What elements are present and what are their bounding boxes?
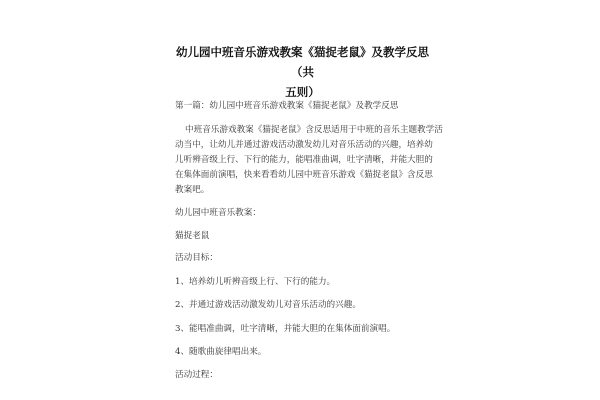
intro-line-1: 中班音乐游戏教案《猫捉老鼠》含反思适用于中班的音乐主题教学活 <box>185 125 443 135</box>
intro-line-4: 在集体面前演唱，快来看看幼儿园中班音乐游戏《猫捉老鼠》含反思 <box>175 170 433 180</box>
title-line-2: 五则） <box>285 85 320 99</box>
document-title <box>175 42 430 102</box>
intro-line-5: 教案吧。 <box>175 185 210 195</box>
goal-item-2: 2、并通过游戏活动激发幼儿对音乐活动的兴趣。 <box>175 300 361 310</box>
intro-line-3: 儿听辨音级上行、下行的能力，能唱准曲调，吐字清晰，并能大胆的 <box>175 155 433 165</box>
title-line-1: 幼儿园中班音乐游戏教案《猫捉老鼠》及教学反思（共 <box>176 45 429 79</box>
goal-item-3: 3、能唱准曲调，吐字清晰，并能大胆的在集体面前演唱。 <box>175 324 396 334</box>
intro-paragraph <box>175 123 443 198</box>
intro-line-2: 动当中，让幼儿并通过游戏活动激发幼儿对音乐活动的兴趣，培养幼 <box>175 140 433 150</box>
goals-label: 活动目标： <box>175 253 218 263</box>
process-label: 活动过程： <box>175 370 218 380</box>
goal-item-1: 1、培养幼儿听辨音级上行、下行的能力。 <box>175 277 336 287</box>
plan-title: 猫捉老鼠 <box>175 231 210 241</box>
section-heading: 第一篇：幼儿园中班音乐游戏教案《猫捉老鼠》及教学反思 <box>175 101 399 111</box>
goal-item-4: 4、随歌曲旋律唱出来。 <box>175 347 267 357</box>
plan-label: 幼儿园中班音乐教案： <box>175 208 261 218</box>
